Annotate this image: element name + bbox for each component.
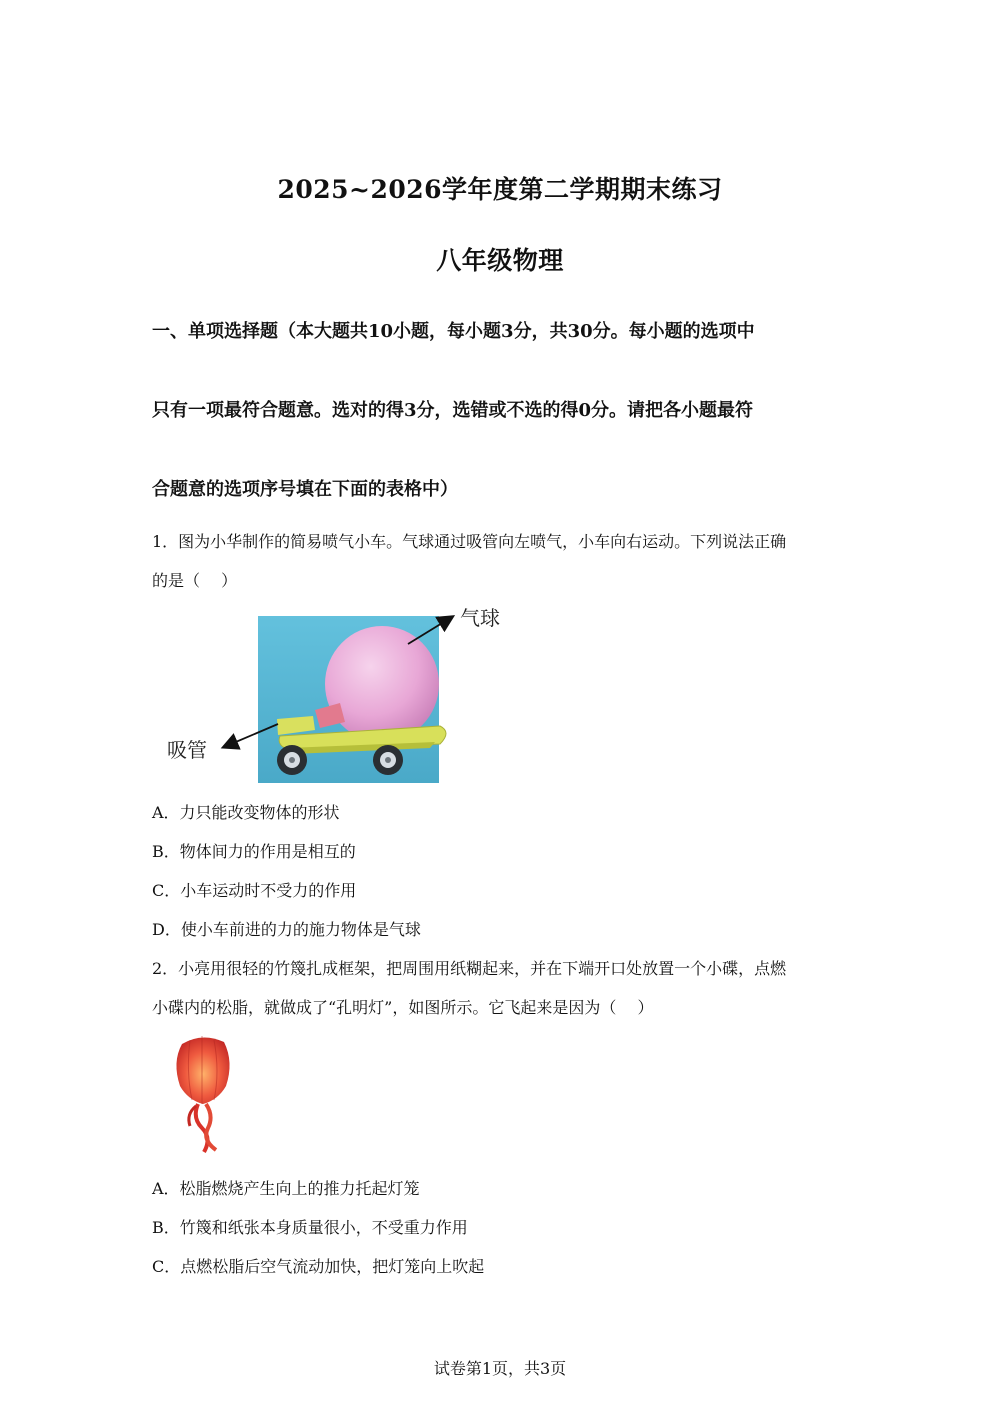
sky-lantern-image	[168, 1032, 238, 1160]
question-2-option-a: A．松脂燃烧产生向上的推力托起灯笼	[152, 1179, 420, 1198]
question-1-option-a: A．力只能改变物体的形状	[152, 803, 340, 822]
balloon-label: 气球	[460, 606, 500, 630]
question-1-option-d: D．使小车前进的力的施力物体是气球	[152, 920, 421, 939]
question-2-stem-line-2: 小碟内的松脂，就做成了“孔明灯”，如图所示。它飞起来是因为（ ）	[152, 998, 654, 1017]
left-wheel	[277, 745, 307, 775]
question-2-option-c: C．点燃松脂后空气流动加快，把灯笼向上吹起	[152, 1257, 485, 1276]
sky-lantern-figure	[168, 1032, 238, 1160]
question-1-stem-line-2: 的是（ ）	[152, 571, 238, 590]
section-heading-line-1: 一、单项选择题（本大题共10小题，每小题3分，共30分。每小题的选项中	[152, 321, 755, 342]
question-1-option-b: B．物体间力的作用是相互的	[152, 842, 356, 861]
section-heading-line-3: 合题意的选项序号填在下面的表格中）	[152, 479, 458, 500]
section-heading-line-2: 只有一项最符合题意。选对的得3分，选错或不选的得0分。请把各小题最符	[152, 400, 754, 421]
balloon-car-figure	[150, 598, 530, 788]
straw-label: 吸管	[167, 738, 207, 762]
page-footer: 试卷第1页，共3页	[433, 1359, 567, 1378]
right-wheel	[373, 745, 403, 775]
page-subtitle: 八年级物理	[436, 246, 564, 275]
question-2-option-b: B．竹篾和纸张本身质量很小，不受重力作用	[152, 1218, 468, 1237]
question-2-stem-line-1: 2．小亮用很轻的竹篾扎成框架，把周围用纸糊起来，并在下端开口处放置一个小碟，点燃	[152, 959, 787, 978]
question-1-stem-line-1: 1．图为小华制作的简易喷气小车。气球通过吸管向左喷气，小车向右运动。下列说法正确	[152, 532, 787, 551]
page-title: 2025~2026学年度第二学期期末练习	[277, 175, 723, 204]
question-1-option-c: C．小车运动时不受力的作用	[152, 881, 357, 900]
